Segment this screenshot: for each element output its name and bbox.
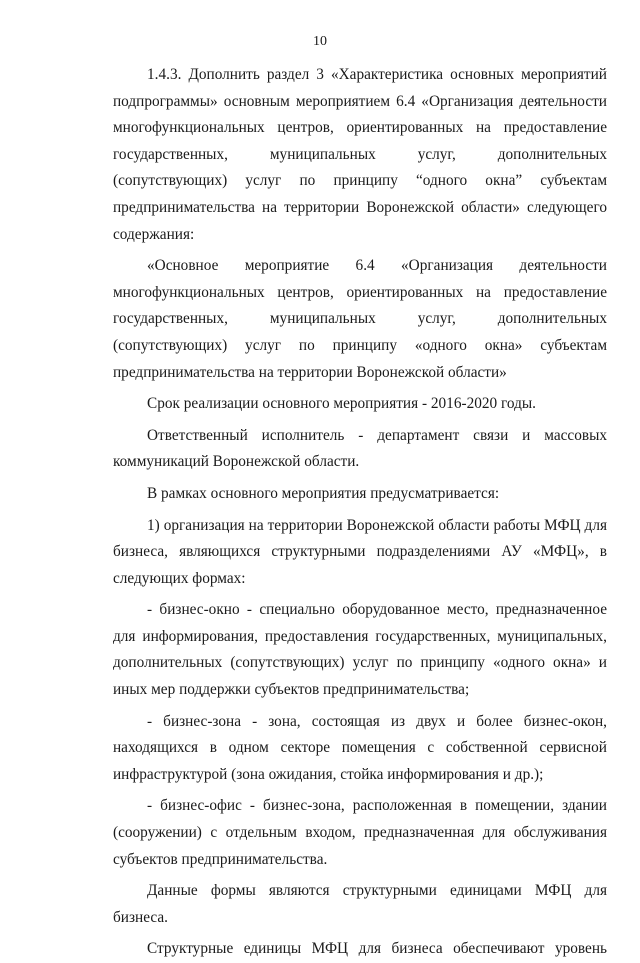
document-body <box>113 62 607 963</box>
paragraph-business-office: - бизнес-офис - бизнес-зона, расположенная в помещении, здании (сооружении) с отдельным входом, предназначенная для обслуживания субъектов предпринимательства. <box>113 797 607 868</box>
paragraph-implementation-period: Срок реализации основного мероприятия - 2016-2020 годы. <box>147 395 536 413</box>
paragraph-measure-title: «Основное мероприятие 6.4 «Организация деятельности многофункциональных центров, ориентированных на предоставление государственных, муниципальных услуг, дополнительных (сопутствующих) услуг по принципу «одного окна» субъектам предпринимательства на территории Воронежской области» <box>113 257 607 381</box>
paragraph-forms-summary: Данные формы являются структурными единицами МФЦ для бизнеса. <box>113 882 607 926</box>
paragraph-business-window: - бизнес-окно - специально оборудованное место, предназначенное для информирования, предоставления государственных, муниципальных, дополнительных (сопутствующих) услуг по принципу «одного окна» и иных мер поддержки субъектов предпринимательства; <box>113 601 607 699</box>
paragraph-structural-units: Структурные единицы МФЦ для бизнеса обеспечивают уровень <box>147 940 607 958</box>
paragraph-responsible-executor: Ответственный исполнитель - департамент связи и массовых коммуникаций Воронежской области. <box>113 426 607 471</box>
paragraph-provisions-intro: В рамках основного мероприятия предусматривается: <box>147 484 500 502</box>
paragraph-item-1: 1) организация на территории Воронежской области работы МФЦ для бизнеса, являющихся структурными подразделениями АУ «МФЦ», в следующих формах: <box>113 516 607 587</box>
paragraph-business-zone: - бизнес-зона - зона, состоящая из двух и более бизнес-окон, находящихся в одном секторе помещения с собственной сервисной инфраструктурой (зона ожидания, стойка информирования и др.); <box>113 712 607 783</box>
paragraph-amendment-intro: 1.4.3. Дополнить раздел 3 «Характеристика основных мероприятий подпрограммы» основным мероприятием 6.4 «Организация деятельности многофункциональных центров, ориентированных на предоставление государственных, муниципальных услуг, дополнительных (сопутствующих) услуг по принципу “одного окна” субъектам предпринимательства на территории Воронежской области» следующего содержания: <box>113 66 607 243</box>
page-number: 10 <box>313 34 327 49</box>
